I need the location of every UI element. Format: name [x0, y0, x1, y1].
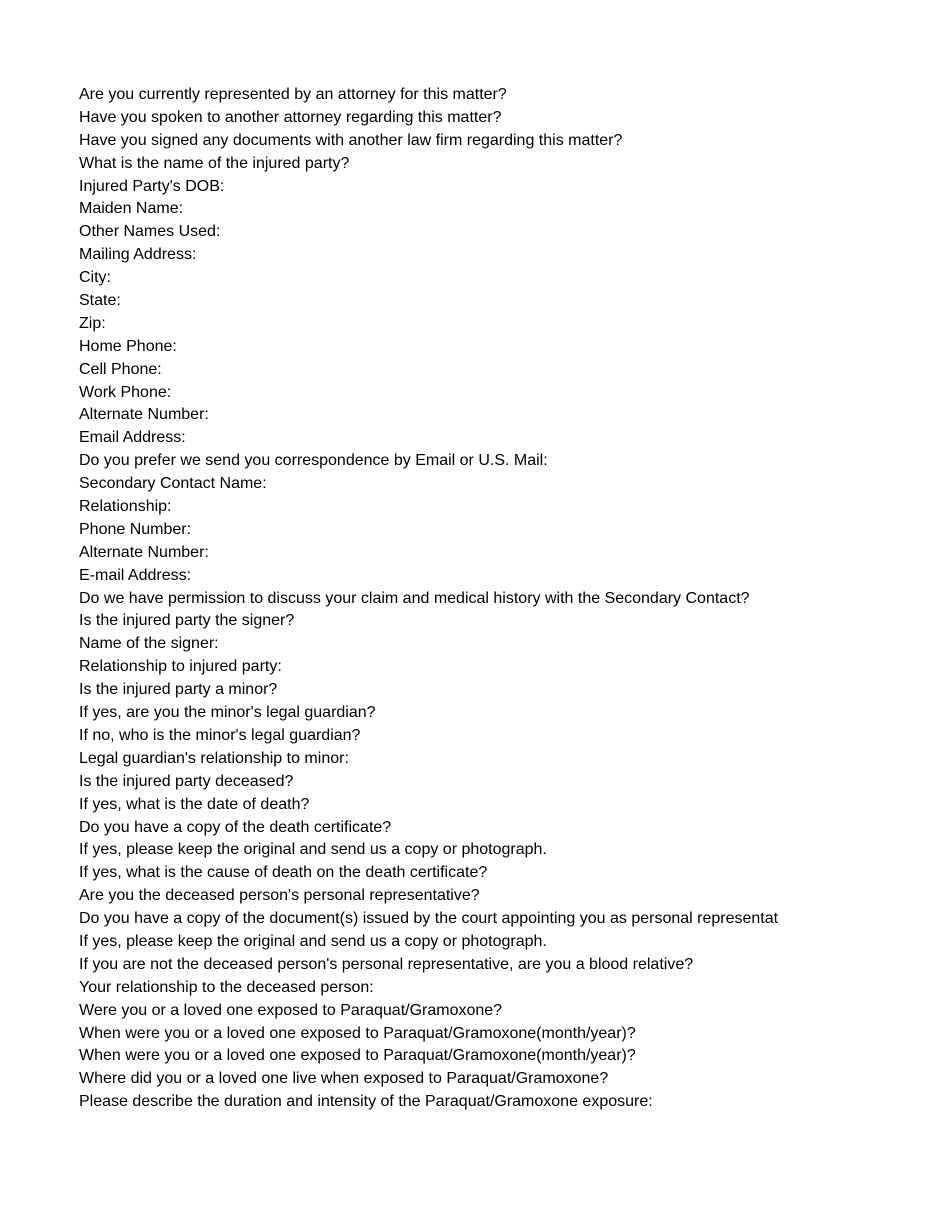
question-line: Relationship to injured party:	[79, 658, 282, 676]
question-line: Are you the deceased person's personal representative?	[79, 887, 480, 905]
question-line: When were you or a loved one exposed to Paraquat/Gramoxone(month/year)?	[79, 1024, 636, 1042]
question-line: Phone Number:	[79, 520, 192, 538]
question-line: Other Names Used:	[79, 223, 221, 241]
question-line: Maiden Name:	[79, 200, 184, 218]
question-line: Where did you or a loved one live when exposed to Paraquat/Gramoxone?	[79, 1070, 609, 1088]
question-line: If no, who is the minor's legal guardian?	[79, 726, 361, 744]
question-line: Do you have a copy of the death certificate?	[79, 818, 392, 836]
question-line: Name of the signer:	[79, 635, 219, 653]
question-line: What is the name of the injured party?	[79, 154, 350, 172]
question-line: City:	[79, 269, 111, 287]
question-line: Is the injured party the signer?	[79, 612, 295, 630]
question-line: If yes, what is the cause of death on the death certificate?	[79, 864, 488, 882]
question-line: Are you currently represented by an attorney for this matter?	[79, 86, 507, 103]
question-line: Legal guardian's relationship to minor:	[79, 749, 349, 767]
question-line: Is the injured party deceased?	[79, 772, 294, 790]
intake-question-list	[79, 84, 819, 1114]
question-line: If yes, please keep the original and send us a copy or photograph.	[79, 932, 547, 950]
question-line: Alternate Number:	[79, 406, 209, 424]
question-line: Do you have a copy of the document(s) issued by the court appointing you as personal representat	[79, 910, 779, 928]
question-line: Zip:	[79, 314, 106, 332]
question-line: Home Phone:	[79, 337, 177, 355]
question-line: When were you or a loved one exposed to Paraquat/Gramoxone(month/year)?	[79, 1047, 636, 1065]
question-line: Email Address:	[79, 429, 186, 447]
question-line: Were you or a loved one exposed to Paraquat/Gramoxone?	[79, 1001, 503, 1019]
question-line: Do we have permission to discuss your claim and medical history with the Secondary Contact?	[79, 589, 750, 607]
question-line: E-mail Address:	[79, 566, 192, 584]
question-line: Alternate Number:	[79, 543, 209, 561]
question-line: Please describe the duration and intensity of the Paraquat/Gramoxone exposure:	[79, 1093, 653, 1111]
question-line: If you are not the deceased person's personal representative, are you a blood relative?	[79, 955, 694, 973]
question-line: State:	[79, 292, 121, 310]
question-line: If yes, what is the date of death?	[79, 795, 310, 813]
question-line: If yes, are you the minor's legal guardian?	[79, 704, 376, 722]
question-line: Is the injured party a minor?	[79, 681, 278, 699]
question-line: Do you prefer we send you correspondence by Email or U.S. Mail:	[79, 452, 548, 470]
question-line: Have you spoken to another attorney regarding this matter?	[79, 108, 502, 126]
question-line: Work Phone:	[79, 383, 172, 401]
question-line: Relationship:	[79, 498, 172, 516]
question-line: Have you signed any documents with another law firm regarding this matter?	[79, 131, 623, 149]
question-line: Injured Party's DOB:	[79, 177, 225, 195]
question-line: Secondary Contact Name:	[79, 475, 267, 493]
question-line: Cell Phone:	[79, 360, 162, 378]
question-line: Your relationship to the deceased person:	[79, 978, 374, 996]
question-line: Mailing Address:	[79, 246, 197, 264]
question-line: If yes, please keep the original and send us a copy or photograph.	[79, 841, 547, 859]
